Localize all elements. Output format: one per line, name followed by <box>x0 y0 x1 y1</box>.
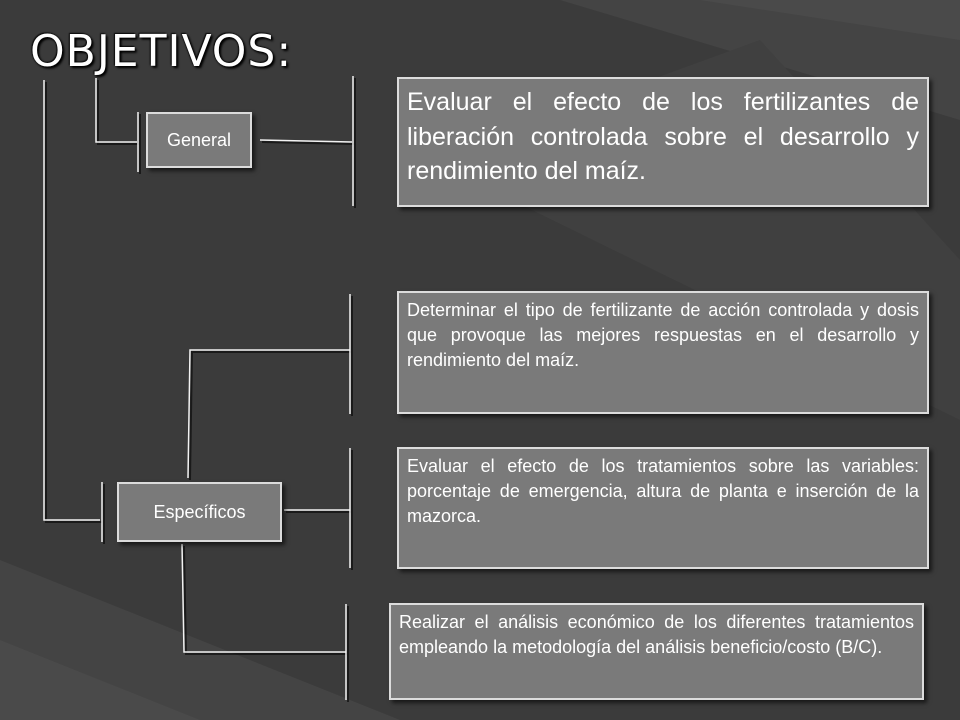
slide-title: OBJETIVOS: <box>30 26 293 77</box>
specific-label-box <box>117 482 282 542</box>
specific-objective-box-1 <box>397 291 929 414</box>
general-label: General <box>166 129 232 150</box>
general-label-box <box>146 112 252 168</box>
specific-objective-text-1: Determinar el tipo de fertilizante de acción controlada y dosis que provoque las mejores respuestas en el desarrollo y rendimiento del maíz. <box>407 300 919 371</box>
general-objective-box <box>397 77 929 207</box>
specific-objective-box-2 <box>397 447 929 569</box>
specific-objective-text-2: Evaluar el efecto de los tratamientos sobre las variables: porcentaje de emergencia, altura de planta e inserción de la mazorca. <box>407 456 919 527</box>
specific-objective-box-3 <box>389 603 924 700</box>
specific-objective-text-3: Realizar el análisis económico de los diferentes tratamientos empleando la metodología del análisis beneficio/costo (B/C). <box>399 612 914 658</box>
specific-label: Específicos <box>153 501 246 522</box>
general-objective-text: Evaluar el efecto de los fertilizantes de liberación controlada sobre el desarrollo y rendimiento del maíz. <box>407 88 919 185</box>
